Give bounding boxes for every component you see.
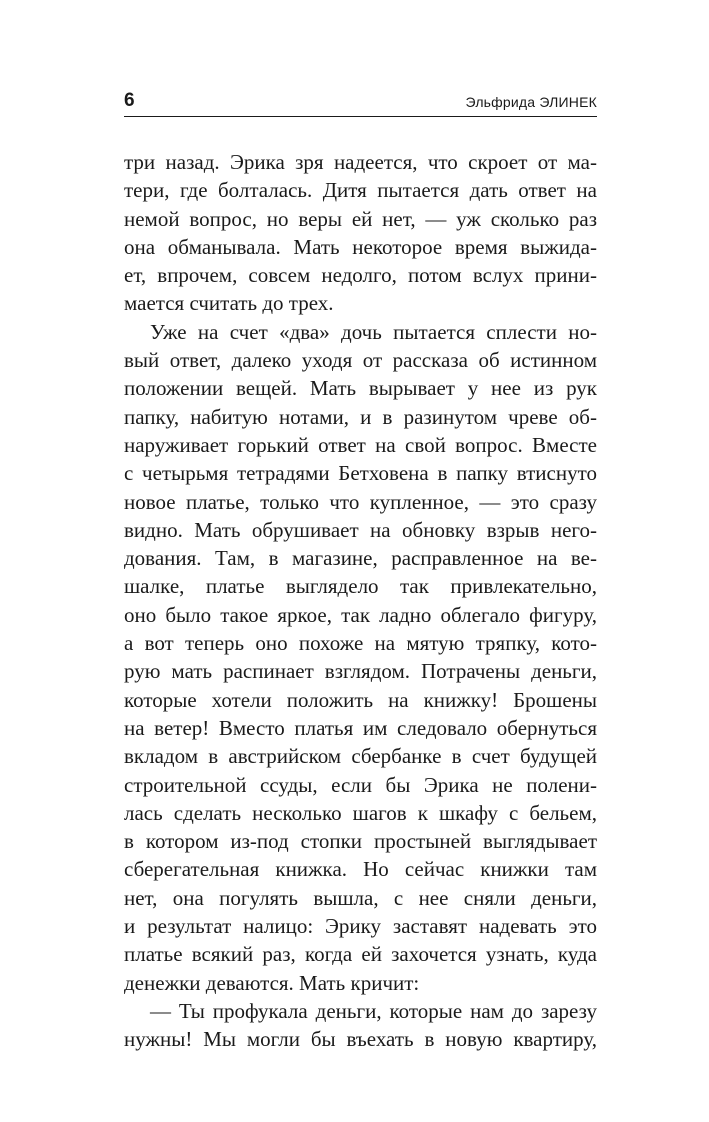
text-line: папку, набитую нотами, и в разинутом чреве об- [124,404,597,429]
text-line: немой вопрос, но веры ей нет, — уж сколько раз [124,206,597,231]
text-line: вый ответ, далеко уходя от рассказа об истинном [124,348,597,373]
running-title: Эльфрида ЭЛИНЕК [465,94,597,110]
text-line: сберегательная книжка. Но сейчас книжки там [124,857,597,882]
text-line: дования. Там, в магазине, расправленное на ве- [124,546,597,571]
text-line: лась сделать несколько шагов к шкафу с бельем, [124,800,597,825]
running-header [124,88,597,117]
text-line: новое платье, только что купленное, — это сразу [124,489,597,514]
text-line: видно. Мать обрушивает на обновку взрыв него- [124,517,597,542]
text-line: ет, впрочем, совсем недолго, потом вслух прини- [124,263,597,288]
text-line: оно было такое яркое, так ладно облегало фигуру, [124,602,597,627]
text-line: денежки деваются. Мать кричит: [124,970,420,995]
text-line: нужны! Мы могли бы въехать в новую квартиру, [124,1027,597,1052]
text-line: положении вещей. Мать вырывает у нее из рук [124,376,597,401]
text-line: в котором из-под стопки простыней выглядывает [124,829,597,854]
text-line: три назад. Эрика зря надеется, что скроет от ма- [124,150,597,174]
text-line: рую мать распинает взглядом. Потрачены деньги, [124,659,597,684]
text-line: которые хотели положить на книжку! Брошены [124,687,597,712]
text-line: мается считать до трех. [124,291,334,316]
text-line: она обманывала. Мать некоторое время выжида- [124,234,597,259]
page-number: 6 [124,90,135,111]
text-line: а вот теперь оно похоже на мятую тряпку, кото- [124,631,597,656]
body-text [124,148,597,1054]
text-line: шалке, платье выглядело так привлекательно, [124,574,597,599]
text-line: — Ты профукала деньги, которые нам до зарезу [150,998,597,1023]
text-line: тери, где болталась. Дитя пытается дать ответ на [124,178,597,203]
text-line: вкладом в австрийском сбербанке в счет будущей [124,744,597,769]
text-line: Уже на счет «два» дочь пытается сплести но- [150,319,597,344]
text-line: платье всякий раз, когда ей захочется узнать, куда [124,942,597,967]
text-line: с четырьмя тетрадями Бетховена в папку втиснуто [124,461,597,486]
text-line: на ветер! Вместо платья им следовало обернуться [124,715,597,740]
text-line: строительной ссуды, если бы Эрика не полени- [124,772,597,797]
text-line: и результат налицо: Эрику заставят надевать это [124,914,597,939]
text-line: наруживает горький ответ на свой вопрос. Вместе [124,432,597,457]
text-line: нет, она погулять вышла, с нее сняли деньги, [124,885,597,910]
